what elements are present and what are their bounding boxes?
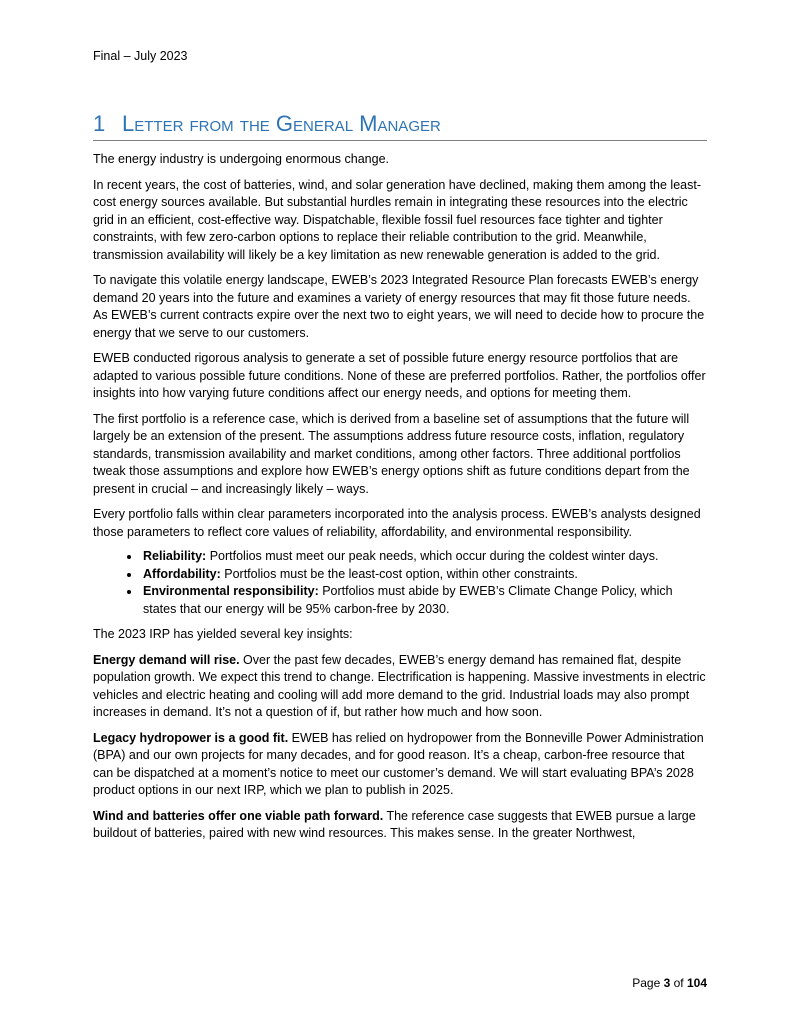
paragraph: The energy industry is undergoing enormous change. [93, 152, 390, 166]
paragraph: EWEB conducted rigorous analysis to generate a set of possible future energy resource portfolios that are adapted to various possible future conditions. None of these are preferred portfolios. Rather, the portfolios offer insights into how varying future conditions affect our energy needs, and options for meeting them. [93, 351, 706, 400]
insight-text: EWEB has relied on hydropower from the Bonneville Power Administration (BPA) and our own projects for many decades, and for good reason. It’s a cheap, carbon-free resource that can be dispatched at a moment’s notice to meet our customer’s demand. We will start evaluating BPA’s 2028 product options in our next IRP, which we plan to publish in 2025. [93, 730, 704, 797]
page-prefix: Page [632, 976, 664, 990]
insight-paragraph [93, 730, 707, 800]
paragraph: Every portfolio falls within clear parameters incorporated into the analysis process. EWEB’s analysts designed those parameters to reflect core values of reliability, affordability, and environmental responsibility. [93, 507, 701, 539]
list-item [141, 583, 707, 618]
page-total: 104 [686, 976, 707, 990]
insight-label: Wind and batteries offer one viable path forward. [93, 808, 384, 823]
bullet-label: Environmental responsibility: [143, 584, 319, 598]
bullet-text: Portfolios must abide by EWEB’s Climate Change Policy, which states that our energy will be 95% carbon-free by 2030. [143, 584, 673, 616]
bullet-text: Portfolios must be the least-cost option, within other constraints. [220, 566, 578, 581]
list-item [141, 548, 707, 566]
criteria-list [93, 548, 707, 618]
section-number: 1 [93, 111, 106, 136]
running-header: Final – July 2023 [93, 49, 188, 63]
insights-intro: The 2023 IRP has yielded several key insights: [93, 627, 353, 641]
letter-body [93, 151, 707, 851]
insight-text: Over the past few decades, EWEB’s energy demand has remained flat, despite population growth. We expect this trend to change. Electrification is happening. Massive investments in electric vehicles and electric heating and cooling will add more demand to the grid. Industrial loads may also prompt increases in demand. It’s not a question of if, but rather how much and how soon. [93, 652, 706, 719]
paragraph: The first portfolio is a reference case, which is derived from a baseline set of assumptions that the future will largely be an extension of the present. The assumptions address future resource costs, inflation, regulatory standards, transmission availability and market conditions, among other factors. Three additional portfolios tweak those assumptions and explore how EWEB’s energy options shift as future conditions depart from the present in crucial – and increasingly likely – ways. [93, 411, 690, 496]
insight-label: Energy demand will rise. [93, 652, 240, 667]
section-heading [93, 112, 707, 141]
bullet-label: Reliability: [143, 549, 207, 563]
page-footer [632, 976, 707, 990]
insight-label: Legacy hydropower is a good fit. [93, 730, 289, 745]
insight-paragraph [93, 808, 707, 843]
bullet-text: Portfolios must meet our peak needs, which occur during the coldest winter days. [206, 549, 659, 563]
page-middle: of [670, 976, 687, 990]
section-title: Letter from the General Manager [122, 111, 441, 136]
paragraph: To navigate this volatile energy landscape, EWEB’s 2023 Integrated Resource Plan forecasts EWEB’s energy demand 20 years into the future and examines a variety of energy resources that may fit those future needs. As EWEB’s current contracts expire over the next two to eight years, we will need to decide how to procure the energy that we serve to our customers. [93, 273, 705, 340]
insight-text: The reference case suggests that EWEB pursue a large buildout of batteries, paired with new wind resources. This makes sense. In the greater Northwest, [93, 808, 696, 840]
paragraph: In recent years, the cost of batteries, wind, and solar generation have declined, making them among the least-cost energy sources available. But substantial hurdles remain in integrating these resources into the electric grid in an efficient, cost-effective way. Dispatchable, flexible fossil fuel resources face tighter and tighter constraints, with few zero-carbon options to replace their reliable contribution to the grid. Meanwhile, transmission availability will likely be a key limitation as new renewable generation is added to the grid. [93, 177, 701, 262]
bullet-label: Affordability: [143, 566, 221, 581]
insight-paragraph [93, 652, 707, 722]
list-item [141, 566, 707, 584]
page-number: 3 [663, 976, 671, 990]
